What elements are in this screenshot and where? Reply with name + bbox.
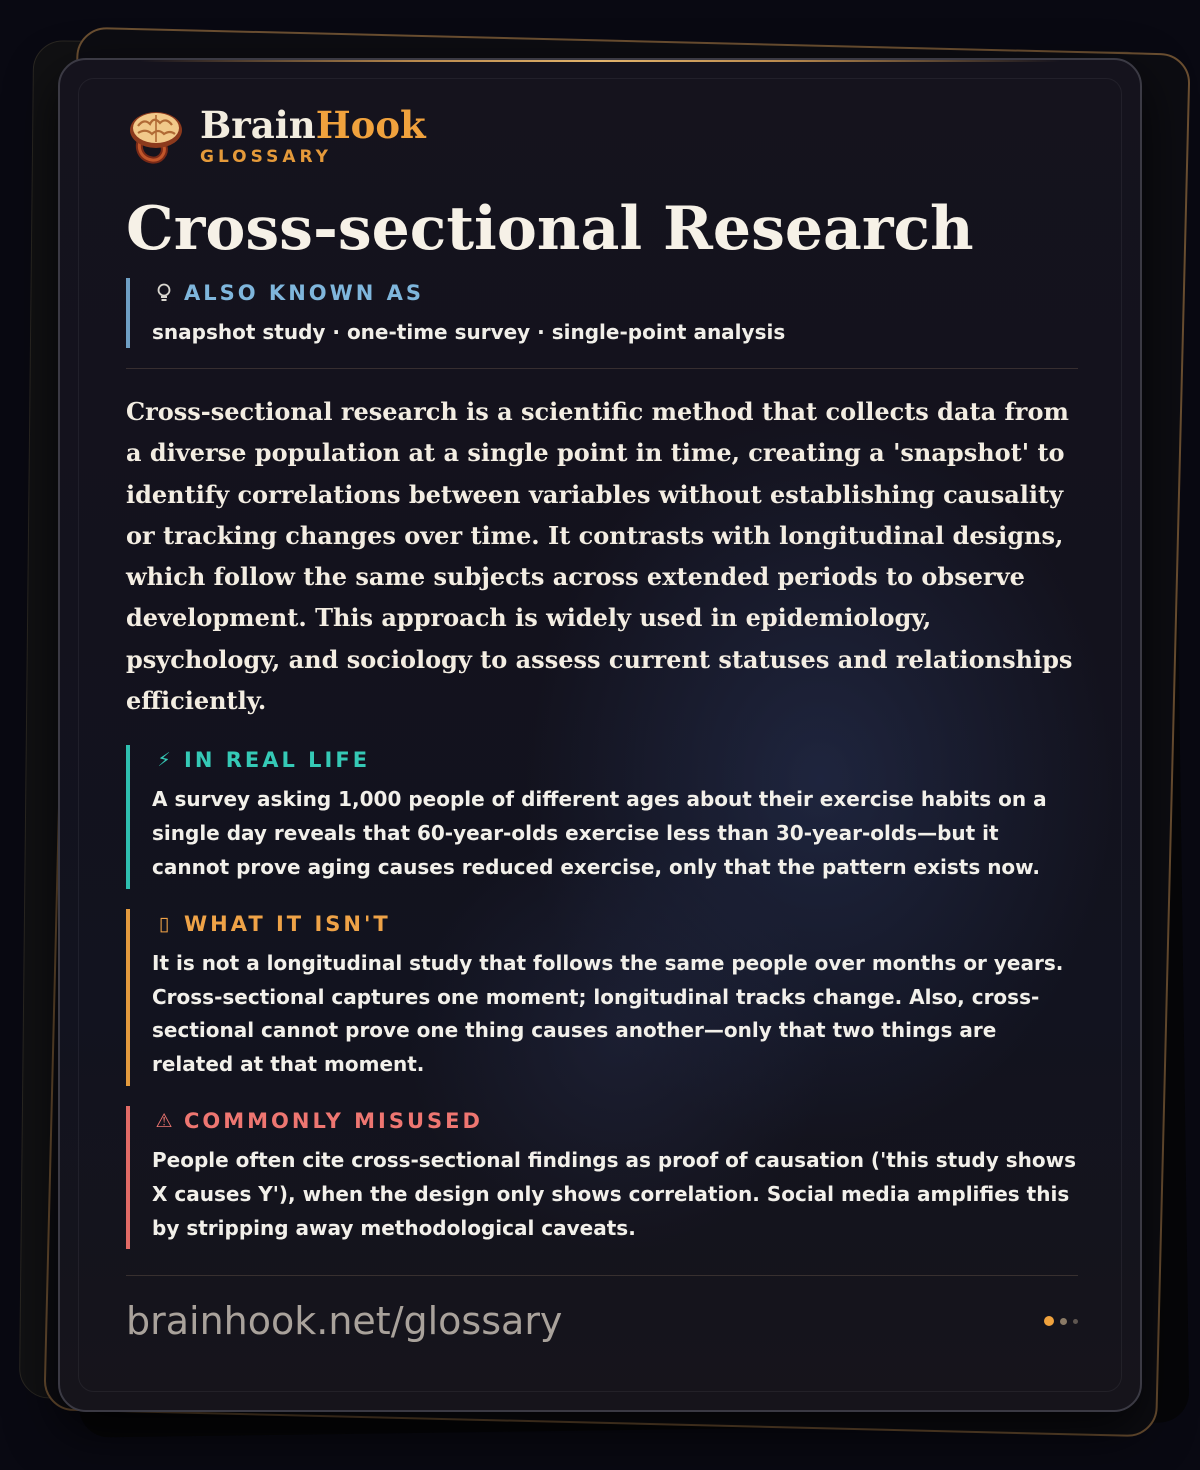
brain-hook-icon xyxy=(126,106,186,166)
in-real-life-text: A survey asking 1,000 people of different ages about their exercise habits on a single day reveals that 60-year-olds exercise less than 30-year-olds—but it cannot prove aging causes reduced exercise, only that the pattern exists now. xyxy=(152,787,1047,879)
in-real-life-header xyxy=(152,745,1078,775)
lightbulb-icon xyxy=(152,281,176,305)
pagination-dot-active xyxy=(1044,1316,1054,1326)
pagination-dots-icon xyxy=(1038,1316,1078,1326)
brand-name xyxy=(200,105,426,145)
also-known-as-header xyxy=(152,278,1078,308)
also-known-as-terms: snapshot study · one-time survey · single-point analysis xyxy=(152,320,786,344)
commonly-misused-block xyxy=(126,1106,1078,1249)
also-known-as-label: ALSO KNOWN AS xyxy=(184,281,425,305)
card-footer xyxy=(126,1298,1078,1344)
brand-subtitle: GLOSSARY xyxy=(200,147,332,167)
commonly-misused-header xyxy=(152,1106,1078,1136)
brand-header xyxy=(126,104,1078,168)
glossary-card xyxy=(58,58,1142,1412)
pagination-dot xyxy=(1060,1318,1067,1325)
brand-name-hook: Hook xyxy=(315,103,426,147)
also-known-as-block xyxy=(126,278,1078,348)
what-it-isnt-block xyxy=(126,909,1078,1086)
commonly-misused-text: People often cite cross-sectional findings as proof of causation ('this study shows X causes Y'), when the design only shows correlation. Social media amplifies this by stripping away methodological caveats. xyxy=(152,1147,1076,1240)
commonly-misused-label: COMMONLY MISUSED xyxy=(184,1108,483,1133)
what-it-isnt-header xyxy=(152,909,1078,939)
pagination-dot xyxy=(1073,1319,1078,1324)
brand-text xyxy=(200,105,426,167)
card-top-accent-line xyxy=(140,60,1060,62)
what-it-isnt-text: It is not a longitudinal study that follows the same people over months or years. Cross-sectional captures one moment; longitudinal tracks change. Also, cross-sectional cannot prove one thing causes another—only that two things are related at that moment. xyxy=(152,950,1064,1077)
warning-icon: ⚠ xyxy=(155,1109,173,1132)
lightning-icon: ⚡ xyxy=(157,749,171,772)
footer-divider xyxy=(126,1275,1078,1276)
card-content xyxy=(126,104,1078,1344)
what-it-isnt-label: WHAT IT ISN'T xyxy=(184,911,391,936)
in-real-life-label: IN REAL LIFE xyxy=(184,748,371,773)
in-real-life-block xyxy=(126,745,1078,888)
brand-name-brain: Brain xyxy=(200,103,316,147)
header-divider xyxy=(126,368,1078,369)
definition-text: Cross-sectional research is a scientific method that collects data from a diverse population at a single point in time, creating a 'snapshot' to identify correlations between variables without establishing causality or tracking changes over time. It contrasts with longitudinal designs, which follow the same subjects across extended periods to observe development. This approach is widely used in epidemiology, psychology, and sociology to assess current statuses and relationships efficiently. xyxy=(126,397,1073,716)
term-title: Cross-sectional Research xyxy=(126,194,974,264)
missing-glyph-icon: ▯ xyxy=(158,912,170,935)
footer-url[interactable]: brainhook.net/glossary xyxy=(126,1299,563,1344)
